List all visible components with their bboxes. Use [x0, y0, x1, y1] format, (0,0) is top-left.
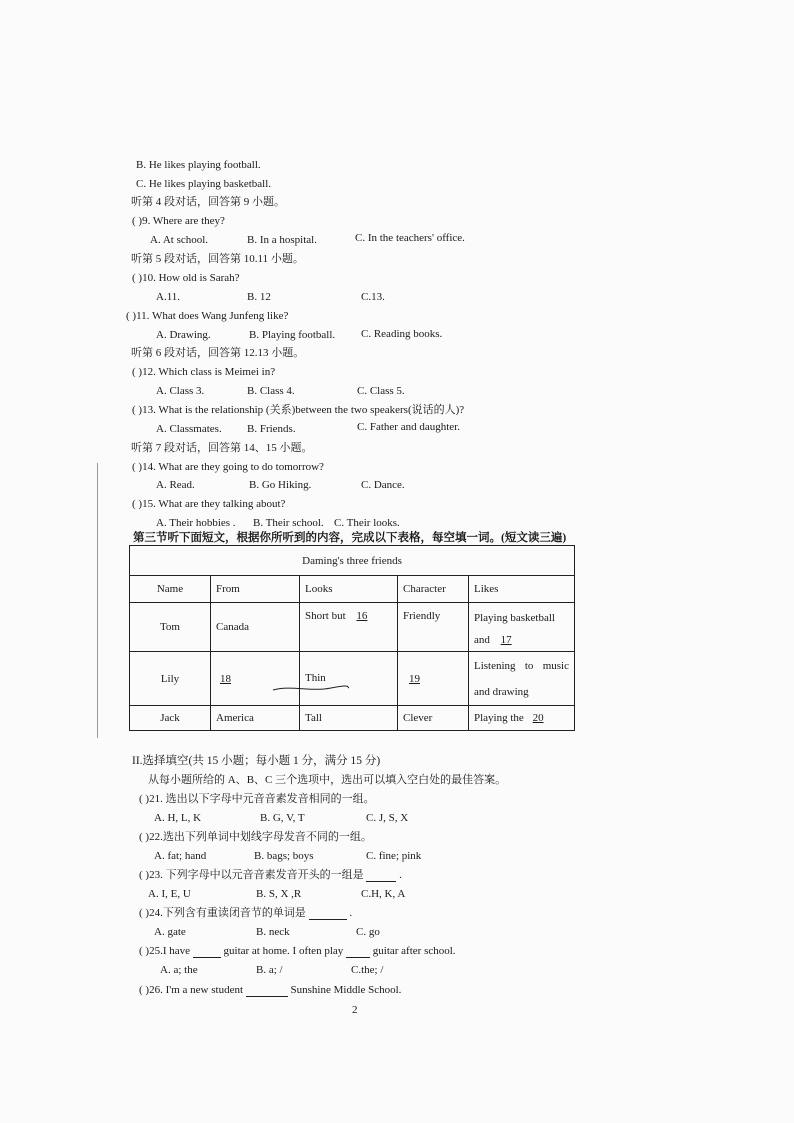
question-24 — [139, 906, 352, 920]
option-a-q15: A. Their hobbies . — [156, 517, 236, 529]
cell-likes — [469, 706, 575, 731]
cell-likes-text: Playing basketball and — [474, 612, 555, 646]
section-instruction-6: 听第 6 段对话，回答第 12.13 小题。 — [131, 347, 305, 359]
question-25-end: guitar after school. — [372, 945, 456, 957]
cell-looks: Tall — [300, 706, 398, 731]
option-a-q9: A. At school. — [150, 234, 209, 246]
cell-character: Friendly — [398, 603, 469, 652]
cell-likes: Listening to music and drawing — [469, 652, 575, 706]
header-character: Character — [398, 576, 469, 603]
answer-blank — [309, 908, 347, 920]
section-instruction-4: 听第 4 段对话，回答第 9 小题。 — [131, 196, 285, 208]
option-b-q23: B. S, X ,R — [256, 888, 302, 900]
question-25 — [139, 944, 456, 958]
blank-18: 18 — [220, 672, 231, 685]
question-24-end: . — [349, 907, 353, 919]
question-10: ( )10. How old is Sarah? — [132, 272, 240, 284]
answer-blank — [366, 870, 396, 882]
question-25-mid: guitar at home. I often play — [223, 945, 344, 957]
option-a-q21: A. H, L, K — [154, 812, 202, 824]
section-3-heading: 第三节听下面短文，根据你所听到的内容，完成以下表格，每空填一词。(短文读三遍) — [133, 532, 567, 544]
question-23-end: . — [399, 869, 402, 881]
option-b-q10: B. 12 — [247, 291, 271, 303]
option-c-q23: C.H, K, A — [361, 888, 406, 900]
option-c-q10: C.13. — [361, 291, 385, 303]
question-13: ( )13. What is the relationship (关系)between the two speakers(说话的人)? — [132, 404, 465, 416]
cell-name: Tom — [130, 603, 211, 652]
header-looks: Looks — [300, 576, 398, 603]
option-c-q11: C. Reading books. — [361, 328, 443, 340]
question-23 — [139, 868, 402, 882]
blank-19: 19 — [409, 672, 420, 685]
question-22: ( )22.选出下列单词中划线字母发音不同的一组。 — [139, 831, 372, 843]
option-b-q15: B. Their school. — [253, 517, 324, 529]
handwritten-underline — [271, 683, 351, 693]
question-15: ( )15. What are they talking about? — [132, 498, 286, 510]
option-c-q24: C. go — [356, 926, 380, 938]
option-b-q8: B. He likes playing football. — [136, 159, 261, 171]
section-instruction-7: 听第 7 段对话，回答第 14、15 小题。 — [131, 442, 313, 454]
option-c-q13: C. Father and daughter. — [357, 421, 460, 433]
question-14: ( )14. What are they going to do tomorrow? — [132, 461, 324, 473]
option-b-q25: B. a; / — [256, 964, 283, 976]
cell-character: Clever — [398, 706, 469, 731]
option-c-q15: C. Their looks. — [334, 517, 400, 529]
option-b-q21: B. G, V, T — [260, 812, 305, 824]
blank-20: 20 — [532, 712, 544, 724]
question-21: ( )21. 选出以下字母中元音音素发音相同的一组。 — [139, 793, 375, 805]
page-number: 2 — [352, 1004, 358, 1016]
option-a-q14: A. Read. — [156, 479, 195, 491]
cell-character — [398, 652, 469, 706]
blank-16: 16 — [356, 610, 368, 622]
section-instruction-5: 听第 5 段对话，回答第 10.11 小题。 — [131, 253, 304, 265]
option-b-q13: B. Friends. — [247, 423, 296, 435]
option-a-q11: A. Drawing. — [156, 329, 211, 341]
question-12: ( )12. Which class is Meimei in? — [132, 366, 276, 378]
table-row — [130, 652, 575, 706]
option-a-q24: A. gate — [154, 926, 186, 938]
option-b-q22: B. bags; boys — [254, 850, 314, 862]
option-b-q24: B. neck — [256, 926, 290, 938]
option-b-q11: B. Playing football. — [249, 329, 336, 341]
cell-from: Canada — [211, 603, 300, 652]
table-row — [130, 603, 575, 652]
cell-name: Jack — [130, 706, 211, 731]
friends-table — [129, 545, 575, 731]
option-a-q10: A.11. — [156, 291, 181, 303]
answer-blank-1 — [193, 946, 221, 958]
option-c-q14: C. Dance. — [361, 479, 405, 491]
part-2-title: II.选择填空(共 15 小题；每小题 1 分，满分 15 分) — [132, 755, 381, 767]
question-26-text: ( )26. I'm a new student — [139, 984, 244, 996]
option-a-q13: A. Classmates. — [156, 423, 222, 435]
header-name: Name — [130, 576, 211, 603]
option-b-q14: B. Go Hiking. — [249, 479, 312, 491]
part-2-instructions: 从每小题所给的 A、B、C 三个选项中，选出可以填入空白处的最佳答案。 — [148, 774, 507, 786]
cell-looks — [300, 603, 398, 652]
option-c-q8: C. He likes playing basketball. — [136, 178, 272, 190]
option-b-q12: B. Class 4. — [247, 385, 295, 397]
question-9: ( )9. Where are they? — [132, 215, 225, 227]
cell-looks-text: Short but — [305, 610, 346, 622]
question-11: ( )11. What does Wang Junfeng like? — [126, 310, 289, 322]
option-a-q12: A. Class 3. — [156, 385, 205, 397]
answer-blank-2 — [346, 946, 370, 958]
cell-looks — [300, 652, 398, 706]
cell-from — [211, 652, 300, 706]
option-b-q9: B. In a hospital. — [247, 234, 317, 246]
margin-line — [97, 463, 98, 738]
option-c-q12: C. Class 5. — [357, 385, 405, 397]
option-a-q23: A. I, E, U — [148, 888, 191, 900]
blank-17: 17 — [500, 634, 512, 646]
question-24-text: ( )24.下列含有重读闭音节的单词是 — [139, 907, 306, 919]
cell-looks-text: Thin — [305, 671, 326, 684]
option-c-q22: C. fine; pink — [366, 850, 422, 862]
cell-from: America — [211, 706, 300, 731]
option-c-q25: C.the; / — [351, 964, 384, 976]
answer-blank — [246, 985, 288, 997]
question-23-text: ( )23. 下列字母中以元音音素发音开头的一组是 — [139, 869, 364, 881]
header-likes: Likes — [469, 576, 575, 603]
header-from: From — [211, 576, 300, 603]
cell-likes-text: Playing the — [474, 712, 524, 724]
table-caption: Daming's three friends — [130, 546, 575, 576]
option-c-q21: C. J, S, X — [366, 812, 409, 824]
question-25-text: ( )25.I have — [139, 945, 191, 957]
cell-name: Lily — [130, 652, 211, 706]
option-a-q22: A. fat; hand — [154, 850, 207, 862]
table-row — [130, 706, 575, 731]
question-26 — [139, 983, 401, 997]
option-c-q9: C. In the teachers' office. — [355, 232, 465, 244]
question-26-end: Sunshine Middle School. — [290, 984, 402, 996]
option-a-q25: A. a; the — [160, 964, 198, 976]
cell-likes — [469, 603, 575, 652]
